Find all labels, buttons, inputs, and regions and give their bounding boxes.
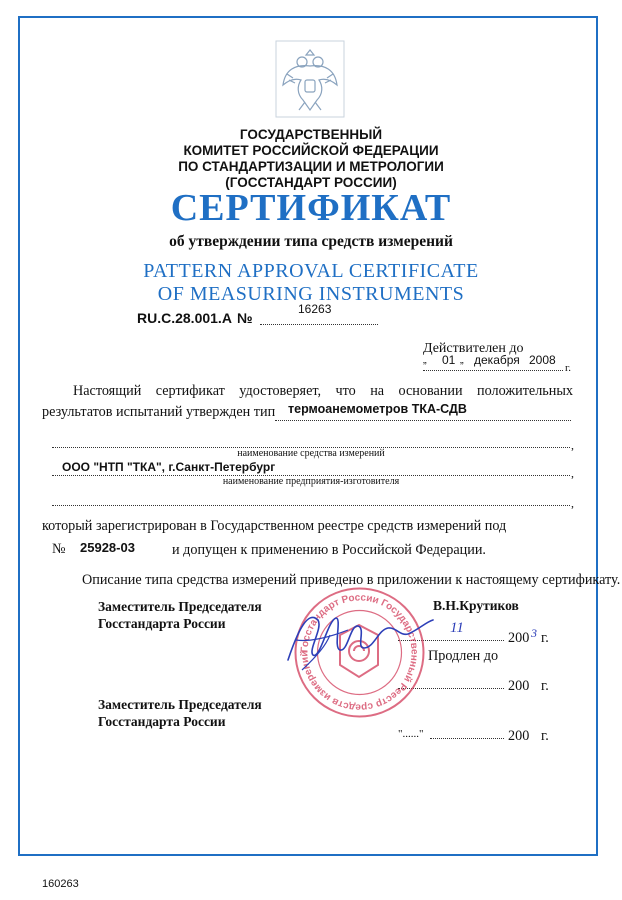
validity-day: 01: [442, 353, 456, 367]
english-title-line-1: PATTERN APPROVAL CERTIFICATE: [143, 260, 479, 282]
admitted-text: и допущен к применению в Российской Федерации.: [172, 542, 486, 558]
registry-number-sign: №: [52, 541, 66, 557]
handwritten-year: 3: [531, 626, 537, 640]
english-title: [0, 260, 622, 306]
certificate-title: СЕРТИФИКАТ: [170, 187, 452, 229]
validity-year: 2008: [529, 353, 556, 367]
validity-suffix: г.: [565, 362, 572, 374]
body-line-2: результатов испытаний утвержден тип: [42, 404, 276, 420]
extended-label: Продлен до: [428, 648, 499, 664]
org-line-4: (ГОССТАНДАРТ РОССИИ): [225, 175, 397, 190]
signatory-position-1: Заместитель Председателя Госстандарта России: [98, 599, 262, 631]
registry-number: 25928-03: [80, 540, 135, 555]
body-line-1: Настоящий сертификат удостоверяет, что на основании положительных: [73, 383, 573, 399]
certificate-subtitle: об утверждении типа средств измерений: [169, 233, 453, 250]
second-date-line: [430, 726, 504, 739]
registry-line: который зарегистрирован в Государственном реестре средств измерений под: [42, 518, 507, 534]
handwritten-signature: [278, 600, 438, 680]
org-line-1: ГОСУДАРСТВЕННЫЙ: [239, 127, 383, 142]
signatory-position-2: Заместитель Председателя Госстандарта России: [98, 697, 262, 729]
signer-name: В.Н.Крутиков: [433, 598, 519, 613]
certificate-number: 16263: [298, 302, 332, 316]
issuer-organization: [0, 127, 622, 191]
coat-of-arms-emblem: [275, 40, 345, 118]
validity-month: декабря: [474, 353, 520, 367]
caption-instrument: наименование средства измерений: [237, 448, 385, 459]
manufacturer-line: [52, 461, 570, 476]
extended-year-suffix: г.: [541, 678, 549, 694]
instrument-name-line-2: [52, 435, 570, 448]
english-title-line-2: OF MEASURING INSTRUMENTS: [157, 283, 465, 305]
manufacturer-line-2: [52, 493, 570, 506]
validity-label: Действителен до: [423, 341, 524, 356]
extended-year-prefix: 200: [508, 678, 530, 694]
signature-year-suffix: г.: [541, 630, 549, 646]
manufacturer-name: ООО "НТП "ТКА", г.Санкт-Петербург: [62, 460, 276, 474]
signature-year-prefix: 200: [508, 630, 530, 646]
stamp-text: Госстандарт России Государственный Реестр средств измерений: [299, 592, 420, 713]
document-serial: 160263: [42, 878, 79, 890]
second-year-suffix: г.: [541, 728, 549, 744]
second-date-quote: "......": [398, 728, 424, 740]
caption-manufacturer: наименование предприятия-изготовителя: [222, 476, 400, 487]
certificate-number-prefix: RU.C.28.001.A: [137, 310, 232, 326]
handwritten-date: 11: [450, 620, 464, 636]
org-line-2: КОМИТЕТ РОССИЙСКОЙ ФЕДЕРАЦИИ: [183, 143, 439, 158]
description-text: Описание типа средства измерений приведено в приложении к настоящему сертификату.: [82, 572, 621, 588]
instrument-name: термоанемометров ТКА-СДВ: [288, 402, 467, 416]
org-line-3: ПО СТАНДАРТИЗАЦИИ И МЕТРОЛОГИИ: [178, 159, 444, 174]
certificate-number-sign: №: [237, 310, 253, 326]
second-year-prefix: 200: [508, 728, 530, 744]
